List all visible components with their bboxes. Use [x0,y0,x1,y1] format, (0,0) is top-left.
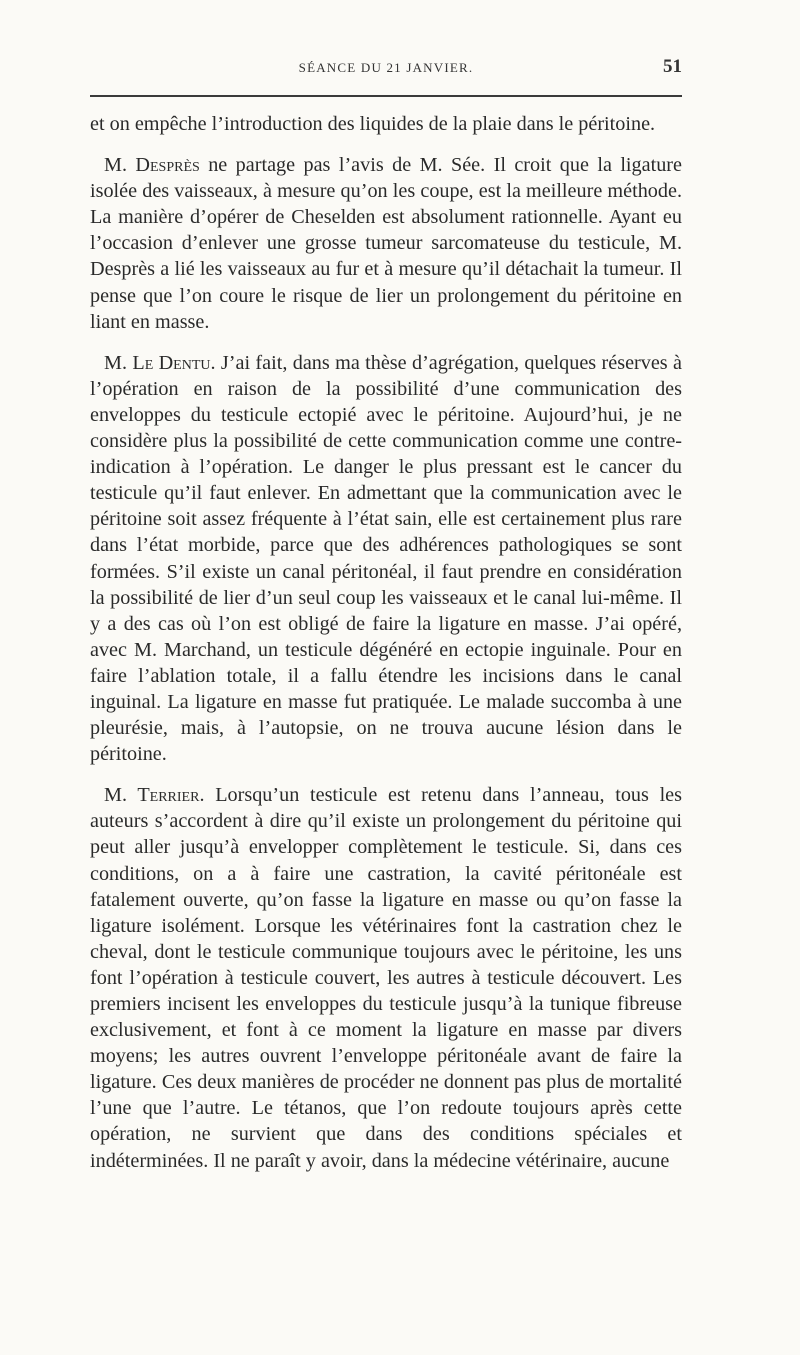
speaker-name: M. Le Dentu. [104,351,216,374]
paragraph-le-dentu [90,350,682,768]
paragraph-text: Lorsqu’un testicule est retenu dans l’anneau, tous les auteurs s’accordent à dire qu’il existe un prolongement du péritoine qui peut aller jusqu’à envelopper complètement le testicule. Si, dans ces conditions, on a à faire une castration, la cavité péritonéale est fatalement ouverte, qu’on fasse la ligature en masse ou qu’on fasse la ligature isolément. Lorsque les vétérinaires font la castration chez le cheval, dont le testicule communique toujours avec le péritoine, les uns font l’opération à testicule couvert, les autres à testicule découvert. Les premiers incisent les enveloppes du testicule jusqu’à la tunique fibreuse exclusivement, et font à ce moment la ligature en masse par divers moyens; les autres ouvrent l’enveloppe péritonéale avant de faire la ligature. Ces deux manières de procéder ne donnent pas plus de mortalité l’une que l’autre. Le tétanos, que l’on redoute toujours après cette opération, ne survient que dans des conditions spéciales et indéterminées. Il ne paraît y avoir, dans la médecine vétérinaire, aucune [90,784,682,1172]
header-rule [90,95,682,97]
running-title: SÉANCE DU 21 JANVIER. [298,60,474,75]
body-text [90,111,682,1174]
paragraph-despres [90,152,682,335]
paragraph-text: J’ai fait, dans ma thèse d’agrégation, quelques réserves à l’opération en raison de la possibilité d’une communication des enveloppes du testicule ectopié avec le péritoine. Aujourd’hui, je ne considère plus la possibilité de cette communication comme une contre-indication à l’opération. Le danger le plus pressant est le cancer du testicule qu’il faut enlever. En admettant que la communication avec le péritoine soit assez fréquente à l’état sain, elle est certainement plus rare dans l’état morbide, parce que des adhérences pathologiques se sont formées. S’il existe un canal péritonéal, il faut prendre en considération la possibilité de lier d’un seul coup les vaisseaux et le canal lui-même. Il y a des cas où l’on est obligé de faire la ligature en masse. J’ai opéré, avec M. Marchand, un testicule dégénéré en ectopie inguinale. Pour en faire l’ablation totale, il a fallu étendre les incisions dans le canal inguinal. La ligature en masse fut pratiquée. Le malade succomba à une pleurésie, mais, à l’autopsie, on ne trouva aucune lésion dans le péritoine. [90,351,682,766]
speaker-name: M. Terrier. [104,784,205,807]
page-number: 51 [663,56,682,77]
page-header [90,58,682,84]
paragraph-text: ne partage pas l’avis de M. Sée. Il croit que la ligature isolée des vaisseaux, à mesure qu’on les coupe, est la meilleure méthode. La manière d’opérer de Cheselden est absolument rationnelle. Ayant eu l’occasion d’enlever une grosse tumeur sarcomateuse du testicule, M. Desprès a lié les vaisseaux au fur et à mesure qu’il détachait la tumeur. Il pense que l’on coure le risque de lier un prolongement du péritoine en liant en masse. [90,154,682,333]
paragraph-text: et on empêche l’introduction des liquides de la plaie dans le péritoine. [90,113,656,135]
paragraph-terrier [90,782,682,1173]
speaker-name: M. Desprès [104,154,200,177]
paragraph-continuation [90,111,682,137]
